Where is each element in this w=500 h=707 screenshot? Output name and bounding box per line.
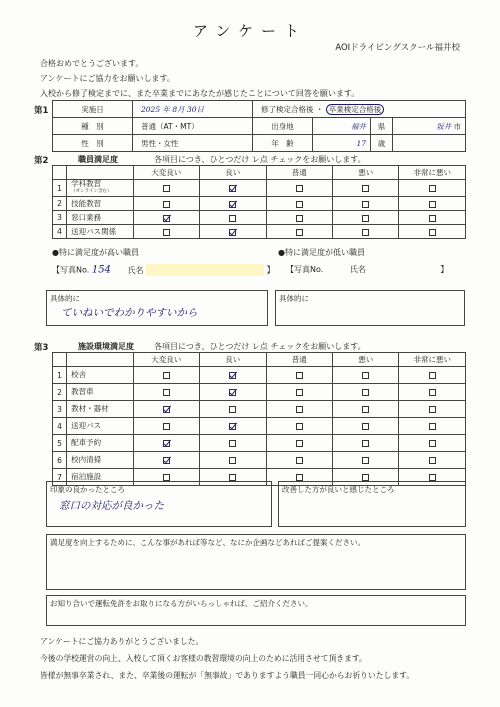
staff-checkbox[interactable] <box>429 215 436 222</box>
request-box[interactable] <box>46 534 466 590</box>
facility-col-4: 非常に悪い <box>399 353 466 367</box>
facility-checkbox[interactable] <box>296 440 303 447</box>
staff-col-3: 悪い <box>332 166 398 180</box>
exam-timing[interactable] <box>253 101 466 118</box>
facility-col-0: 大変良い <box>133 353 199 367</box>
facility-row <box>53 452 466 469</box>
staff-checkbox[interactable] <box>429 229 436 236</box>
high-photo-value: 154 <box>91 264 111 276</box>
facility-col-1: 良い <box>200 353 266 367</box>
request-label: 満足度を向上するために、こんな事があれば等など、なにか企画などあればご提案ください。 <box>50 538 365 547</box>
facility-checkbox[interactable] <box>163 474 170 481</box>
exam-timing-right: 卒業検定合格後 <box>326 104 385 115</box>
staff-checkbox[interactable] <box>429 185 436 192</box>
facility-checkbox[interactable] <box>362 457 369 464</box>
exam-timing-sep: ・ <box>315 104 324 114</box>
facility-row-name: 送迎バス <box>71 421 102 430</box>
facility-row-number: 2 <box>53 384 67 401</box>
facility-checkbox[interactable] <box>163 389 170 396</box>
low-staff-entry[interactable] <box>286 264 448 275</box>
footer-line-2: 今後の学校運営の向上、入校して頂くお客様の教習環境の向上のために活用させて頂きます。 <box>40 654 367 663</box>
improve-label: 改善した方が良いと感じたところ <box>282 485 395 494</box>
facility-checkbox[interactable] <box>362 423 369 430</box>
facility-checkbox[interactable] <box>362 474 369 481</box>
facility-row <box>53 384 466 401</box>
staff-col-4: 非常に悪い <box>399 166 466 180</box>
staff-checkbox[interactable] <box>163 215 170 222</box>
high-reason-label: 具体的に <box>50 294 80 303</box>
low-close-bracket: 】 <box>440 265 449 274</box>
from-label: 出身地 <box>253 118 313 135</box>
facility-row-number: 3 <box>53 401 67 418</box>
high-photo-label: 【写真No. <box>52 265 90 275</box>
section-1-label: 第1 <box>34 106 49 116</box>
facility-checkbox[interactable] <box>296 372 303 379</box>
staff-checkbox[interactable] <box>163 229 170 236</box>
facility-checkbox[interactable] <box>362 440 369 447</box>
facility-checkbox[interactable] <box>163 423 170 430</box>
intro-line-3: 入校から修了検定までに、また卒業までにあなたが感じたことについて回答を願います。 <box>40 89 360 98</box>
facility-row <box>53 401 466 418</box>
referral-box[interactable] <box>46 595 466 626</box>
facility-checkbox[interactable] <box>362 372 369 379</box>
facility-checkbox[interactable] <box>229 440 236 447</box>
staff-row <box>53 197 466 211</box>
facility-checkbox[interactable] <box>296 423 303 430</box>
facility-checkbox[interactable] <box>163 372 170 379</box>
facility-satisfaction-table <box>52 352 466 486</box>
facility-row-number: 7 <box>53 469 67 486</box>
school-name: AOIドライビングスクール福井校 <box>335 43 460 53</box>
staff-row-number: 3 <box>53 211 67 225</box>
sex-label: 性 別 <box>53 135 133 152</box>
facility-checkbox[interactable] <box>163 406 170 413</box>
low-name-label: 氏名 <box>349 265 366 274</box>
high-reason-value: ていねいでわかりやすいから <box>61 307 198 319</box>
facility-row <box>53 418 466 435</box>
staff-checkbox[interactable] <box>362 229 369 236</box>
facility-checkbox[interactable] <box>362 406 369 413</box>
staff-row <box>53 225 466 239</box>
facility-checkbox[interactable] <box>362 389 369 396</box>
staff-checkbox[interactable] <box>229 229 236 236</box>
low-satisfaction-label: ●特に満足度が低い職員 <box>278 248 365 257</box>
date-value[interactable]: 2025 年 8月 30日 <box>133 101 253 118</box>
age-label: 年 齢 <box>253 135 313 152</box>
staff-checkbox[interactable] <box>163 201 170 208</box>
good-point-value: 窓口の対応が良かった <box>59 500 164 512</box>
facility-row-name: 宿泊施設 <box>71 472 102 481</box>
staff-col-1: 良い <box>200 166 266 180</box>
facility-checkbox[interactable] <box>163 457 170 464</box>
facility-checkbox[interactable] <box>229 457 236 464</box>
facility-checkbox[interactable] <box>296 406 303 413</box>
facility-row <box>53 367 466 384</box>
facility-checkbox[interactable] <box>229 389 236 396</box>
high-name-redacted <box>146 264 264 276</box>
improve-box[interactable] <box>278 481 466 527</box>
date-label: 実施日 <box>53 101 133 118</box>
kind-label: 種 別 <box>53 118 133 135</box>
staff-row-sub: （オンライン含む） <box>71 189 112 194</box>
facility-checkbox[interactable] <box>296 457 303 464</box>
facility-checkbox[interactable] <box>296 474 303 481</box>
footer-line-3: 皆様が無事卒業され、また、卒業後の運転が「無事故」でありますよう職員一同心からお祈りいたします。 <box>40 671 415 680</box>
facility-checkbox[interactable] <box>163 440 170 447</box>
exam-timing-left: 修了検定合格後 <box>261 104 314 114</box>
high-satisfaction-label: ●特に満足度が高い職員 <box>52 248 139 257</box>
staff-checkbox[interactable] <box>296 229 303 236</box>
staff-row <box>53 180 466 197</box>
facility-row-name: 校内清掃 <box>71 455 102 464</box>
age-unit: 歳 <box>371 135 393 152</box>
staff-checkbox[interactable] <box>163 185 170 192</box>
staff-checkbox[interactable] <box>229 215 236 222</box>
facility-row <box>53 435 466 452</box>
good-point-label: 印象の良かったところ <box>50 485 125 494</box>
age-value[interactable]: 17 <box>313 135 371 152</box>
section-2-title: 職員満足度 <box>78 155 118 164</box>
section-3-title: 施設環境満足度 <box>78 342 134 351</box>
staff-row-name: 送迎バス関係 <box>71 226 117 236</box>
facility-checkbox[interactable] <box>429 457 436 464</box>
section-3-instruction: 各項目につき、ひとつだけ レ点 チェックをお願いします。 <box>154 342 366 351</box>
low-reason-label: 具体的に <box>279 294 309 303</box>
section-2-instruction: 各項目につき、ひとつだけ レ点 チェックをお願いします。 <box>154 155 366 164</box>
high-name-label: 氏名 <box>127 265 144 275</box>
low-reason-box[interactable] <box>275 290 465 326</box>
facility-row-name: 配車予約 <box>71 438 102 447</box>
staff-row-number: 1 <box>53 180 67 197</box>
respondent-info-table <box>52 100 466 152</box>
staff-checkbox[interactable] <box>296 185 303 192</box>
staff-checkbox[interactable] <box>296 201 303 208</box>
staff-checkbox[interactable] <box>229 201 236 208</box>
staff-satisfaction-table <box>52 165 466 239</box>
high-staff-entry[interactable] <box>52 264 275 276</box>
pref-unit: 県 <box>371 118 393 135</box>
facility-row-number: 1 <box>53 367 67 384</box>
sex-value[interactable]: 男性・女性 <box>133 135 253 152</box>
good-point-box[interactable] <box>46 481 272 527</box>
facility-checkbox[interactable] <box>429 474 436 481</box>
facility-checkbox[interactable] <box>229 372 236 379</box>
facility-row-number: 4 <box>53 418 67 435</box>
staff-row-name: 学科教習 <box>71 179 102 188</box>
facility-row-number: 5 <box>53 435 67 452</box>
staff-checkbox[interactable] <box>362 185 369 192</box>
facility-checkbox[interactable] <box>229 423 236 430</box>
city-unit: 市 <box>453 121 461 131</box>
staff-row <box>53 211 466 225</box>
staff-checkbox[interactable] <box>429 201 436 208</box>
facility-checkbox[interactable] <box>229 474 236 481</box>
staff-row-number: 2 <box>53 197 67 211</box>
city-value[interactable]: 坂井 <box>436 121 452 131</box>
staff-row-name: 技能教習 <box>71 198 102 208</box>
referral-label: お知り合いで運転免許をお取りになる方がいらっしゃれば、ご紹介ください。 <box>50 599 313 608</box>
high-close-bracket: 】 <box>266 265 275 275</box>
facility-col-2: 普通 <box>266 353 332 367</box>
low-photo-label: 【写真No. <box>286 265 324 274</box>
staff-checkbox[interactable] <box>362 201 369 208</box>
kind-value[interactable]: 普通（AT・MT） <box>133 118 253 135</box>
intro-line-1: 合格おめでとうございます。 <box>40 59 144 68</box>
facility-checkbox[interactable] <box>429 389 436 396</box>
footer-line-1: アンケートにご協力ありがとうございました。 <box>40 637 204 646</box>
staff-col-2: 普通 <box>266 166 332 180</box>
pref-value[interactable]: 福井 <box>313 118 371 135</box>
section-3-label: 第3 <box>34 343 49 353</box>
staff-checkbox[interactable] <box>229 185 236 192</box>
high-reason-box[interactable] <box>46 290 268 326</box>
facility-checkbox[interactable] <box>296 389 303 396</box>
staff-row-name: 窓口業務 <box>71 212 102 222</box>
facility-checkbox[interactable] <box>229 406 236 413</box>
staff-checkbox[interactable] <box>296 215 303 222</box>
facility-col-3: 悪い <box>332 353 398 367</box>
facility-row-name: 教材・器材 <box>71 404 109 413</box>
facility-row-name: 校舎 <box>71 370 87 379</box>
intro-line-2: アンケートにご協力をお願いします。 <box>40 74 175 83</box>
facility-checkbox[interactable] <box>429 372 436 379</box>
section-2-label: 第2 <box>34 156 49 166</box>
staff-row-number: 4 <box>53 225 67 239</box>
staff-col-0: 大変良い <box>133 166 199 180</box>
facility-row-number: 6 <box>53 452 67 469</box>
facility-checkbox[interactable] <box>429 406 436 413</box>
staff-checkbox[interactable] <box>362 215 369 222</box>
facility-checkbox[interactable] <box>429 423 436 430</box>
page-title: アンケート <box>192 22 308 40</box>
facility-row-name: 教習車 <box>71 387 94 396</box>
facility-checkbox[interactable] <box>429 440 436 447</box>
